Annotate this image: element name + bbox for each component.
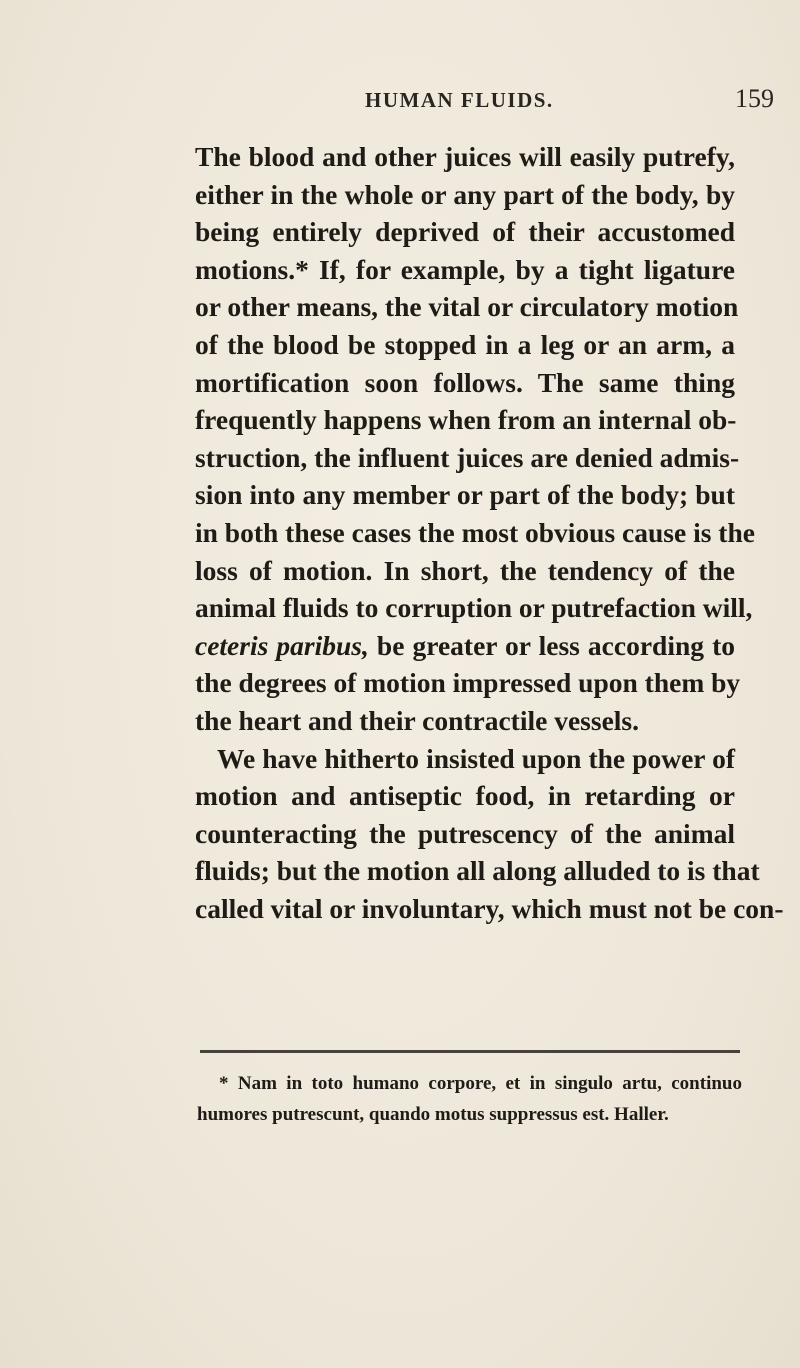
text-line: fluids; but the motion all along alluded to is that	[195, 855, 760, 887]
page-header	[0, 84, 800, 118]
text-line: or other means, the vital or circulatory motion	[195, 291, 739, 323]
text-line: counteracting the putrescency of the animal	[195, 817, 735, 849]
text-line: animal fluids to corruption or putrefaction will,	[195, 592, 753, 624]
footnote-line: * Nam in toto humano corpore, et in singulo artu, continuo	[219, 1073, 742, 1094]
text-line: struction, the influent juices are denied admis-	[195, 441, 740, 473]
body-text	[195, 138, 784, 927]
page-number: 159	[735, 84, 774, 113]
text-line: sion into any member or part of the body; but	[195, 479, 735, 511]
text-line: of the blood be stopped in a leg or an arm, a	[195, 328, 735, 360]
text-line: motions.* If, for example, by a tight ligature	[195, 253, 735, 285]
text-line: motion and antiseptic food, in retarding or	[195, 780, 735, 812]
text-line-with-italic	[195, 627, 735, 665]
text-line: frequently happens when from an internal ob-	[195, 404, 737, 436]
footnote	[197, 1068, 742, 1130]
text-line: The blood and other juices will easily putrefy,	[195, 141, 735, 172]
text-line: called vital or involuntary, which must not be con-	[195, 892, 784, 924]
text-line: the heart and their contractile vessels.	[195, 704, 639, 736]
footnote-line: humores putrescunt, quando motus suppressus est. Haller.	[197, 1104, 669, 1125]
text-line: We have hitherto insisted upon the power of	[217, 742, 735, 774]
text-line-remainder: be greater or less according to	[376, 629, 736, 661]
text-line: in both these cases the most obvious cause is the	[195, 516, 755, 548]
running-head: HUMAN FLUIDS.	[365, 88, 554, 112]
text-line: loss of motion. In short, the tendency of the	[195, 554, 735, 586]
footnote-rule	[200, 1050, 740, 1053]
text-line: mortification soon follows. The same thing	[195, 366, 735, 398]
italic-phrase: ceteris paribus,	[195, 629, 369, 661]
text-line: being entirely deprived of their accustomed	[195, 216, 735, 248]
text-line: either in the whole or any part of the body, by	[195, 178, 735, 210]
text-line: the degrees of motion impressed upon them by	[195, 667, 741, 699]
